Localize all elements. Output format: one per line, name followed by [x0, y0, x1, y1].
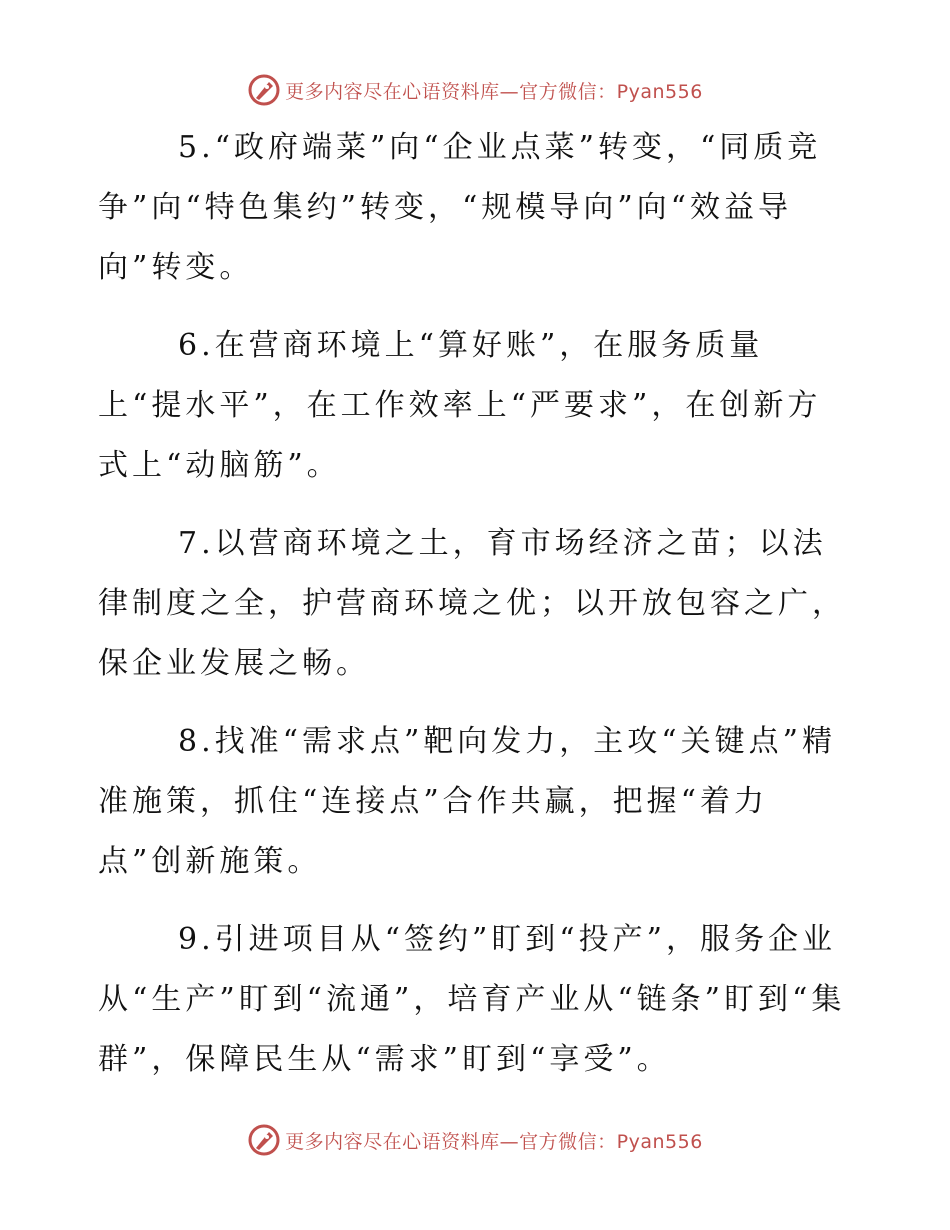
header-banner-text: 更多内容尽在心语资料库—官方微信：Pyan556	[285, 80, 703, 103]
paragraph-9: 9.引进项目从“签约”盯到“投产”，服务企业从“生产”盯到“流通”，培育产业从“链条”盯到“集群”，保障民生从“需求”盯到“享受”。	[98, 922, 846, 1077]
paragraph-8: 8.找准“需求点”靶向发力，主攻“关键点”精准施策，抓住“连接点”合作共赢，把握“着力点”创新施策。	[98, 724, 836, 879]
pen-nib-logo-icon	[247, 1123, 281, 1157]
footer-banner-text: 更多内容尽在心语资料库—官方微信：Pyan556	[285, 1130, 703, 1153]
paragraph-7: 7.以营商环境之土，育市场经济之苗；以法律制度之全，护营商环境之优；以开放包容之广，保企业发展之畅。	[98, 526, 846, 681]
footer-banner	[0, 1120, 950, 1160]
paragraph-6: 6.在营商环境上“算好账”，在服务质量上“提水平”，在工作效率上“严要求”，在创新方式上“动脑筋”。	[98, 328, 822, 483]
pen-nib-logo-icon	[247, 73, 281, 107]
paragraph-5: 5.“政府端菜”向“企业点菜”转变，“同质竞争”向“特色集约”转变，“规模导向”向“效益导向”转变。	[98, 130, 822, 285]
header-banner	[0, 70, 950, 110]
document-body	[98, 118, 848, 1108]
